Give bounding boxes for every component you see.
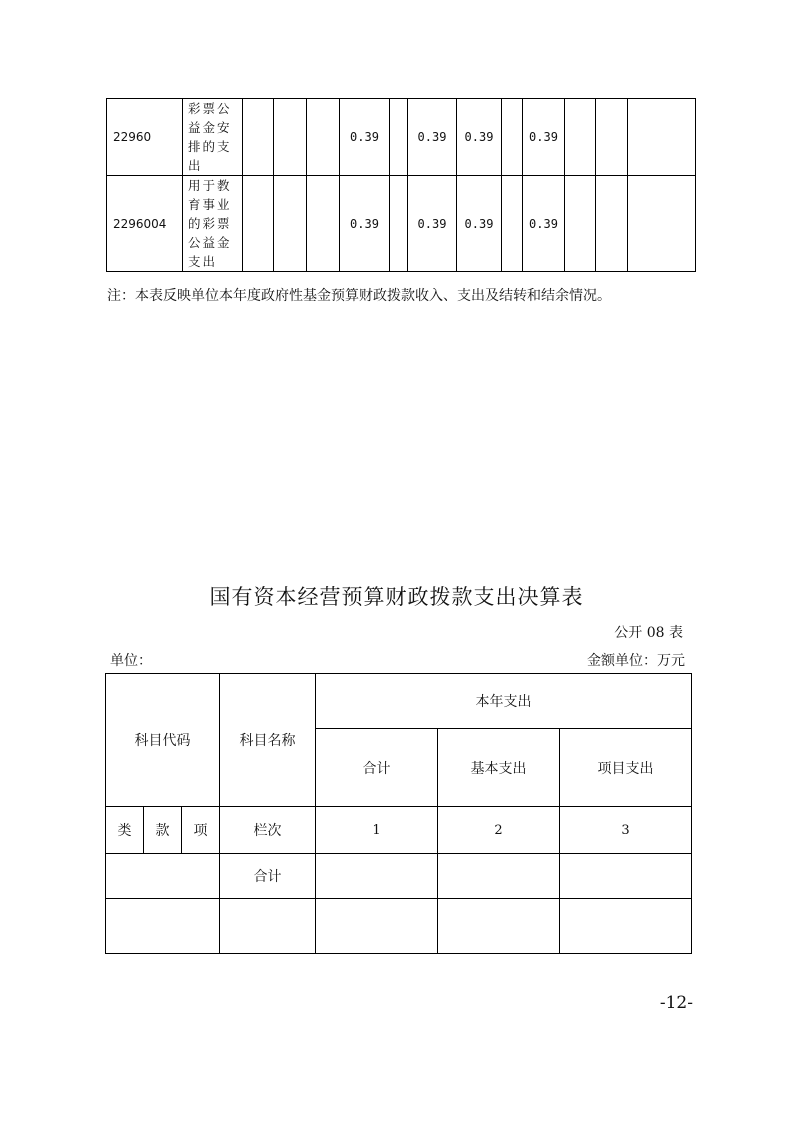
header-basic-expenditure: 基本支出	[438, 729, 560, 807]
value-cell	[502, 176, 523, 272]
state-capital-expenditure-table	[105, 673, 692, 954]
value-cell	[390, 176, 408, 272]
value-cell	[243, 99, 274, 176]
value-cell	[274, 99, 307, 176]
total-row-label: 合计	[220, 854, 316, 899]
value-cell	[274, 176, 307, 272]
value-cell: 0.39	[523, 176, 565, 272]
column-number-3: 3	[560, 807, 692, 854]
value-cell	[596, 99, 628, 176]
top-budget-table	[106, 98, 696, 272]
empty-code-cell	[106, 899, 220, 954]
header-kuan: 款	[144, 807, 182, 854]
subject-name: 用于教育事业的彩票公益金支出	[183, 176, 243, 272]
header-total: 合计	[316, 729, 438, 807]
value-cell	[502, 99, 523, 176]
value-cell: 0.39	[340, 99, 390, 176]
header-lei: 类	[106, 807, 144, 854]
table-row	[106, 854, 692, 899]
value-cell: 0.39	[340, 176, 390, 272]
subject-code: 2296004	[107, 176, 183, 272]
header-subject-code: 科目代码	[106, 674, 220, 807]
value-cell	[628, 176, 696, 272]
value-cell	[438, 854, 560, 899]
header-xiang: 项	[182, 807, 220, 854]
form-number: 公开 08 表	[614, 625, 683, 641]
table-title: 国有资本经营预算财政拨款支出决算表	[209, 585, 584, 609]
header-current-year-expenditure: 本年支出	[316, 674, 692, 729]
table-row	[106, 899, 692, 954]
value-cell	[307, 99, 340, 176]
unit-label: 单位：	[110, 653, 152, 669]
value-cell	[565, 99, 596, 176]
header-column-no: 栏次	[220, 807, 316, 854]
subject-name: 彩票公益金安排的支出	[183, 99, 243, 176]
total-code-cell	[106, 854, 220, 899]
value-cell	[596, 176, 628, 272]
value-cell	[438, 899, 560, 954]
value-cell	[390, 99, 408, 176]
table-note: 注：本表反映单位本年度政府性基金预算财政拨款收入、支出及结转和结余情况。	[107, 288, 611, 304]
value-cell	[560, 854, 692, 899]
value-cell	[565, 176, 596, 272]
table-row	[107, 176, 696, 272]
value-cell	[628, 99, 696, 176]
page-number: -12-	[659, 993, 693, 1013]
value-cell: 0.39	[408, 99, 457, 176]
value-cell: 0.39	[457, 176, 502, 272]
value-cell	[307, 176, 340, 272]
amount-unit-label: 金额单位：万元	[587, 653, 685, 669]
column-number-2: 2	[438, 807, 560, 854]
empty-name-cell	[220, 899, 316, 954]
header-subject-name: 科目名称	[220, 674, 316, 807]
table-row	[107, 99, 696, 176]
value-cell	[560, 899, 692, 954]
value-cell	[243, 176, 274, 272]
value-cell	[316, 854, 438, 899]
subject-code: 22960	[107, 99, 183, 176]
value-cell	[316, 899, 438, 954]
value-cell: 0.39	[523, 99, 565, 176]
header-project-expenditure: 项目支出	[560, 729, 692, 807]
column-number-1: 1	[316, 807, 438, 854]
value-cell: 0.39	[457, 99, 502, 176]
value-cell: 0.39	[408, 176, 457, 272]
